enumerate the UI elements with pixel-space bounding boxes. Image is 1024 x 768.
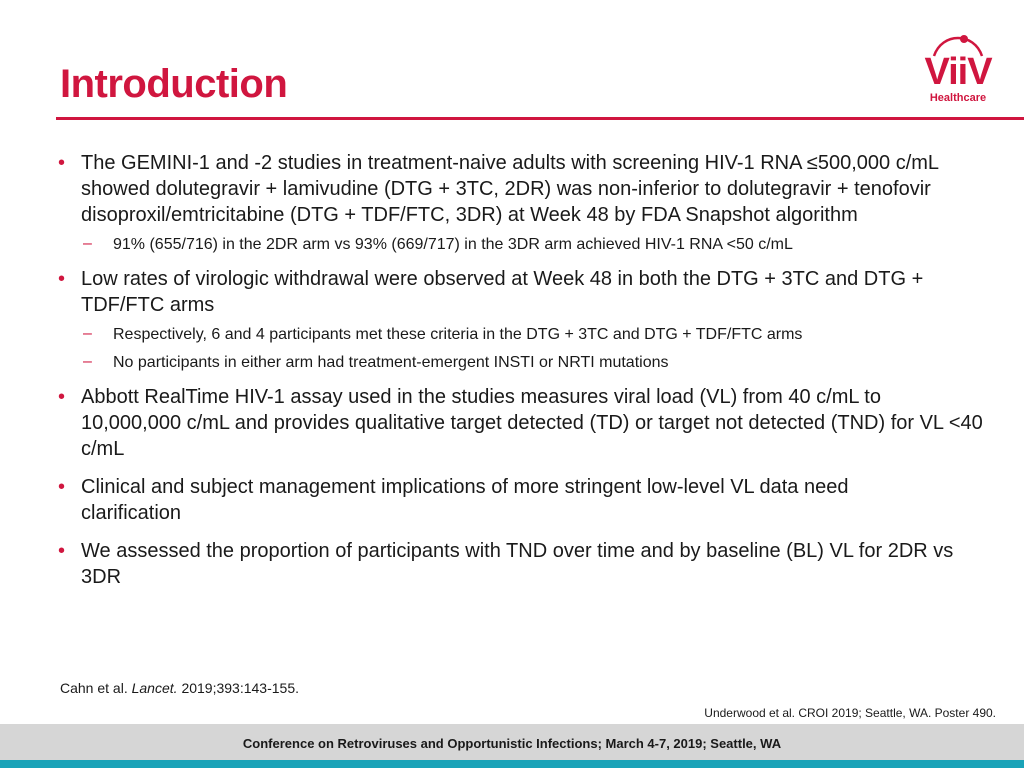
reference-citation: [60, 680, 299, 696]
sub-bullet-dash-icon: –: [83, 235, 92, 252]
bullet-text: Clinical and subject management implications of more stringent low-level VL data need clarification: [81, 476, 849, 524]
viiv-logo: [912, 26, 1004, 104]
bullet-dot-icon: •: [58, 540, 66, 562]
logo-wordmark: ViiV: [924, 51, 992, 93]
bullet-group: [56, 150, 986, 256]
bullet-dot-icon: •: [58, 386, 66, 408]
bullet-group: [56, 266, 986, 374]
sub-bullet-text: Respectively, 6 and 4 participants met these criteria in the DTG + 3TC and DTG + TDF/FTC arms: [113, 326, 803, 343]
poster-reference: Underwood et al. CROI 2019; Seattle, WA. Poster 490.: [704, 706, 996, 720]
sub-bullet-item: [56, 234, 986, 256]
title-rule: [56, 117, 1024, 120]
sub-bullet-dash-icon: –: [83, 353, 92, 370]
bullet-dot-icon: •: [58, 268, 66, 290]
reference-journal: Lancet.: [131, 680, 178, 696]
bullet-item: [56, 266, 986, 318]
sub-bullet-item: [56, 324, 986, 346]
bullet-text: Low rates of virologic withdrawal were observed at Week 48 in both the DTG + 3TC and DTG + TDF/FTC arms: [81, 268, 924, 316]
bullet-item: [56, 384, 986, 462]
logo-subtitle: Healthcare: [929, 92, 987, 104]
bullet-text: The GEMINI-1 and -2 studies in treatment-naive adults with screening HIV-1 RNA ≤500,000 c/mL showed dolutegravir + lamivudine (DTG + 3TC, 2DR) was non-inferior to dolutegravir + tenofovir disoproxil/emtricitabine (DTG + TDF/FTC, 3DR) at Week 48 by FDA Snapshot algorithm: [81, 152, 939, 226]
page-title: Introduction: [60, 62, 288, 106]
footer-text: Conference on Retroviruses and Opportunistic Infections; March 4-7, 2019; Seattle, WA: [242, 736, 782, 751]
bullet-list: [56, 150, 986, 596]
bullet-item: [56, 474, 931, 526]
footer-bar: [0, 724, 1024, 760]
bullet-item: [56, 538, 961, 590]
bullet-text: Abbott RealTime HIV-1 assay used in the studies measures viral load (VL) from 40 c/mL to 10,000,000 c/mL and provides qualitative target detected (TD) or target not detected (TND) for VL <40 c/mL: [81, 386, 983, 460]
sub-bullet-text: 91% (655/716) in the 2DR arm vs 93% (669/717) in the 3DR arm achieved HIV-1 RNA <50 c/mL: [113, 236, 793, 253]
bullet-dot-icon: •: [58, 152, 66, 174]
sub-bullet-dash-icon: –: [83, 325, 92, 342]
reference-details: 2019;393:143-155.: [181, 680, 299, 696]
footer-strip: [0, 760, 1024, 768]
sub-bullet-text: No participants in either arm had treatment-emergent INSTI or NRTI mutations: [113, 354, 669, 371]
sub-bullet-item: [56, 352, 986, 374]
bullet-dot-icon: •: [58, 476, 66, 498]
reference-authors: Cahn et al.: [60, 680, 128, 696]
bullet-item: [56, 150, 986, 228]
bullet-text: We assessed the proportion of participants with TND over time and by baseline (BL) VL for 2DR vs 3DR: [81, 540, 954, 588]
